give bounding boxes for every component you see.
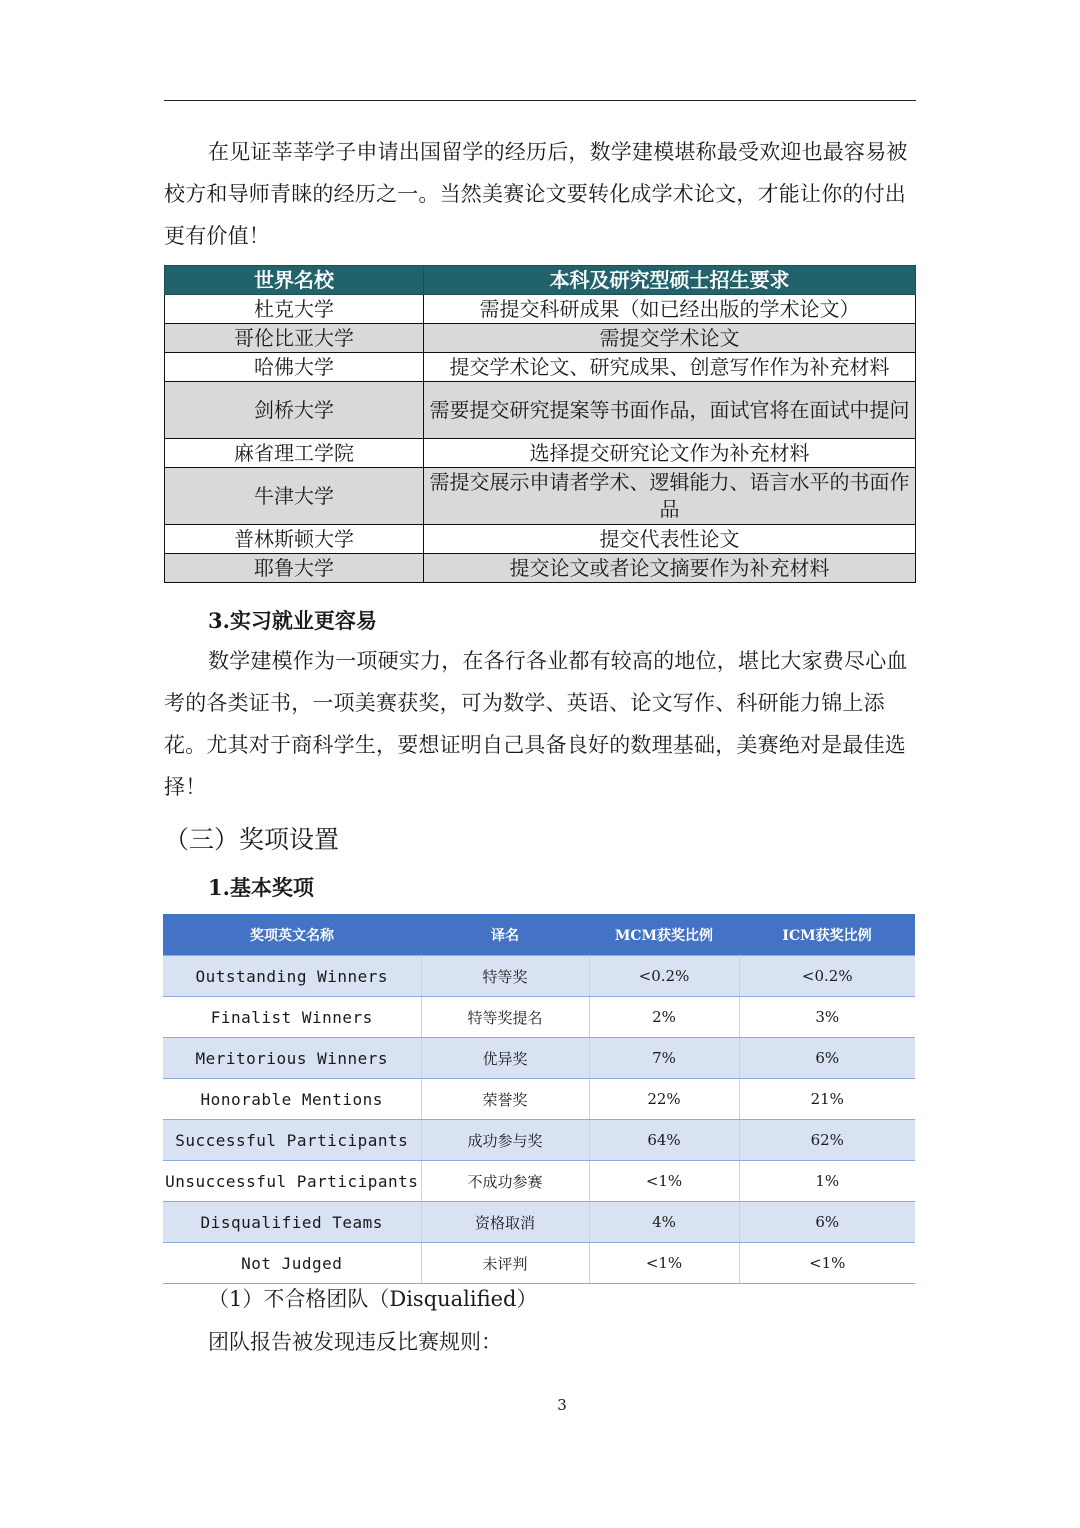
school-cell: 牛津大学 [165, 468, 424, 525]
award-en-cell: Meritorious Winners [163, 1038, 421, 1079]
mcm-cell: 7% [589, 1038, 739, 1079]
award-en-cell: Honorable Mentions [163, 1079, 421, 1120]
universities-table [164, 265, 916, 583]
awards-table [163, 914, 915, 1284]
award-en-cell: Disqualified Teams [163, 1202, 421, 1243]
award-cn-cell: 荣誉奖 [421, 1079, 589, 1120]
mcm-cell: 2% [589, 997, 739, 1038]
icm-cell: 1% [739, 1161, 915, 1202]
school-cell: 哥伦比亚大学 [165, 324, 424, 353]
school-cell: 耶鲁大学 [165, 554, 424, 583]
award-cn-cell: 未评判 [421, 1243, 589, 1284]
table-row [165, 295, 916, 324]
award-en-cell: Not Judged [163, 1243, 421, 1284]
heading-basic-awards: 1.基本奖项 [208, 875, 314, 900]
award-en-cell: Outstanding Winners [163, 956, 421, 997]
table-row [165, 439, 916, 468]
table-header: ICM获奖比例 [739, 914, 915, 956]
award-cn-cell: 不成功参赛 [421, 1161, 589, 1202]
table-row [165, 554, 916, 583]
requirement-cell: 需提交展示申请者学术、逻辑能力、语言水平的书面作品 [424, 468, 916, 525]
mcm-cell: 22% [589, 1079, 739, 1120]
table-row [163, 1038, 915, 1079]
table-row [163, 1243, 915, 1284]
mcm-cell: <1% [589, 1161, 739, 1202]
table-header: 本科及研究型硕士招生要求 [424, 266, 916, 295]
requirement-cell: 需要提交研究提案等书面作品，面试官将在面试中提问 [424, 382, 916, 439]
table-row [165, 324, 916, 353]
icm-cell: <0.2% [739, 956, 915, 997]
mcm-cell: <1% [589, 1243, 739, 1284]
school-cell: 普林斯顿大学 [165, 525, 424, 554]
icm-cell: <1% [739, 1243, 915, 1284]
school-cell: 杜克大学 [165, 295, 424, 324]
award-cn-cell: 优异奖 [421, 1038, 589, 1079]
award-en-cell: Finalist Winners [163, 997, 421, 1038]
icm-cell: 62% [739, 1120, 915, 1161]
internship-paragraph: 数学建模作为一项硬实力，在各行各业都有较高的地位，堪比大家费尽心血考的各类证书，一项美赛获奖，可为数学、英语、论文写作、科研能力锦上添花。尤其对于商科学生，要想证明自己具备良好的数理基础，美赛绝对是最佳选择！ [164, 649, 908, 799]
requirement-cell: 选择提交研究论文作为补充材料 [424, 439, 916, 468]
heading-internship: 3.实习就业更容易 [208, 608, 377, 633]
requirement-cell: 需提交科研成果（如已经出版的学术论文） [424, 295, 916, 324]
mcm-cell: 4% [589, 1202, 739, 1243]
mcm-cell: <0.2% [589, 956, 739, 997]
school-cell: 麻省理工学院 [165, 439, 424, 468]
award-cn-cell: 资格取消 [421, 1202, 589, 1243]
intro-paragraph: 在见证莘莘学子申请出国留学的经历后，数学建模堪称最受欢迎也最容易被校方和导师青睐的经历之一。当然美赛论文要转化成学术论文，才能让你的付出更有价值！ [164, 140, 908, 248]
table-row [163, 1079, 915, 1120]
school-cell: 哈佛大学 [165, 353, 424, 382]
school-cell: 剑桥大学 [165, 382, 424, 439]
requirement-cell: 提交论文或者论文摘要作为补充材料 [424, 554, 916, 583]
text-disqualified: 团队报告被发现违反比赛规则： [208, 1330, 502, 1354]
award-cn-cell: 成功参与奖 [421, 1120, 589, 1161]
table-row [165, 525, 916, 554]
subheading-disqualified: （1）不合格团队（Disqualified） [208, 1287, 538, 1311]
award-cn-cell: 特等奖 [421, 956, 589, 997]
mcm-cell: 64% [589, 1120, 739, 1161]
award-en-cell: Unsuccessful Participants [163, 1161, 421, 1202]
award-cn-cell: 特等奖提名 [421, 997, 589, 1038]
icm-cell: 6% [739, 1202, 915, 1243]
requirement-cell: 提交学术论文、研究成果、创意写作作为补充材料 [424, 353, 916, 382]
table-row [163, 1161, 915, 1202]
requirement-cell: 提交代表性论文 [424, 525, 916, 554]
page-number: 3 [557, 1396, 567, 1414]
table-header: MCM获奖比例 [589, 914, 739, 956]
table-row [163, 997, 915, 1038]
table-header: 奖项英文名称 [163, 914, 421, 956]
table-row [165, 468, 916, 525]
table-header: 世界名校 [165, 266, 424, 295]
table-row [165, 353, 916, 382]
requirement-cell: 需提交学术论文 [424, 324, 916, 353]
icm-cell: 21% [739, 1079, 915, 1120]
header-rule [164, 100, 916, 101]
table-row [165, 382, 916, 439]
table-header: 译名 [421, 914, 589, 956]
award-en-cell: Successful Participants [163, 1120, 421, 1161]
table-row [163, 1202, 915, 1243]
section-heading: （三）奖项设置 [164, 825, 340, 854]
table-row [163, 956, 915, 997]
table-row [163, 1120, 915, 1161]
icm-cell: 6% [739, 1038, 915, 1079]
icm-cell: 3% [739, 997, 915, 1038]
